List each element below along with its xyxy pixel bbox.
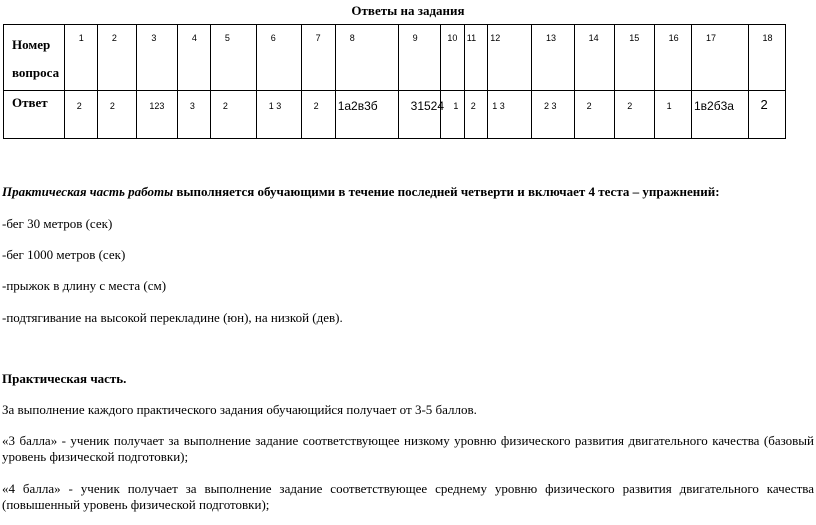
answer-cell: 2 (464, 91, 487, 139)
answer-cell: 1в2б3а (691, 91, 748, 139)
answer-cell: 2 (301, 91, 335, 139)
answer-cell: 1 3 (488, 91, 532, 139)
practical-intro-rest: выполняется обучающими в течение последней четверти и включает 4 теста – упражнений: (173, 184, 720, 199)
answer-cell: 1 (654, 91, 691, 139)
score-4-description: «4 балла» - ученик получает за выполнение задание соответствующее среднему уровню физического развития двигательного качества (повышенный уровень физической подготовки); (2, 481, 814, 512)
page-title: Ответы на задания (351, 3, 465, 18)
question-number: 9 (398, 25, 441, 91)
question-number: 11 (464, 25, 487, 91)
test-item: -бег 30 метров (сек) (2, 216, 113, 231)
question-number: 2 (97, 25, 136, 91)
question-number-header: Номер вопроса (4, 25, 65, 91)
question-number: 1 (64, 25, 97, 91)
question-number: 7 (301, 25, 335, 91)
practical-intro-italic: Практическая часть работы (2, 184, 174, 199)
answer-cell: 1 (441, 91, 464, 139)
question-number: 13 (531, 25, 574, 91)
table-row-answers (4, 91, 786, 139)
answers-table (3, 24, 786, 139)
question-number: 6 (256, 25, 301, 91)
question-number: 4 (177, 25, 210, 91)
answer-cell: 3 (177, 91, 210, 139)
answer-cell: 2 (748, 91, 785, 139)
section-heading: Практическая часть. (2, 371, 127, 386)
answer-cell: 2 (574, 91, 615, 139)
question-number: 8 (335, 25, 398, 91)
answer-cell: 123 (137, 91, 178, 139)
question-number: 18 (748, 25, 785, 91)
answer-cell: 2 3 (531, 91, 574, 139)
score-3-description: «3 балла» - ученик получает за выполнение задание соответствующее низкому уровню физического развития двигательного качества (базовый уровень физической подготовки); (2, 433, 814, 464)
answer-cell: 2 (210, 91, 256, 139)
answer-cell: 1 3 (256, 91, 301, 139)
question-number: 16 (654, 25, 691, 91)
answer-cell: 2 (64, 91, 97, 139)
question-number: 5 (210, 25, 256, 91)
practical-intro (2, 184, 814, 200)
test-item: -бег 1000 метров (сек) (2, 247, 126, 262)
question-number: 14 (574, 25, 615, 91)
question-number: 3 (137, 25, 178, 91)
table-row-numbers (4, 25, 786, 91)
answer-cell: 2 (615, 91, 654, 139)
question-number: 15 (615, 25, 654, 91)
question-number: 12 (488, 25, 532, 91)
answer-cell: 2 (97, 91, 136, 139)
test-item: -прыжок в длину с места (см) (2, 278, 167, 293)
question-number: 17 (691, 25, 748, 91)
answer-header: Ответ (4, 91, 65, 139)
answer-cell: 31524 (398, 91, 441, 139)
answer-cell: 1а2в3б (335, 91, 398, 139)
question-number: 10 (441, 25, 464, 91)
scoring-intro: За выполнение каждого практического задания обучающийся получает от 3-5 баллов. (2, 402, 477, 417)
test-item: -подтягивание на высокой перекладине (юн), на низкой (дев). (2, 310, 343, 325)
